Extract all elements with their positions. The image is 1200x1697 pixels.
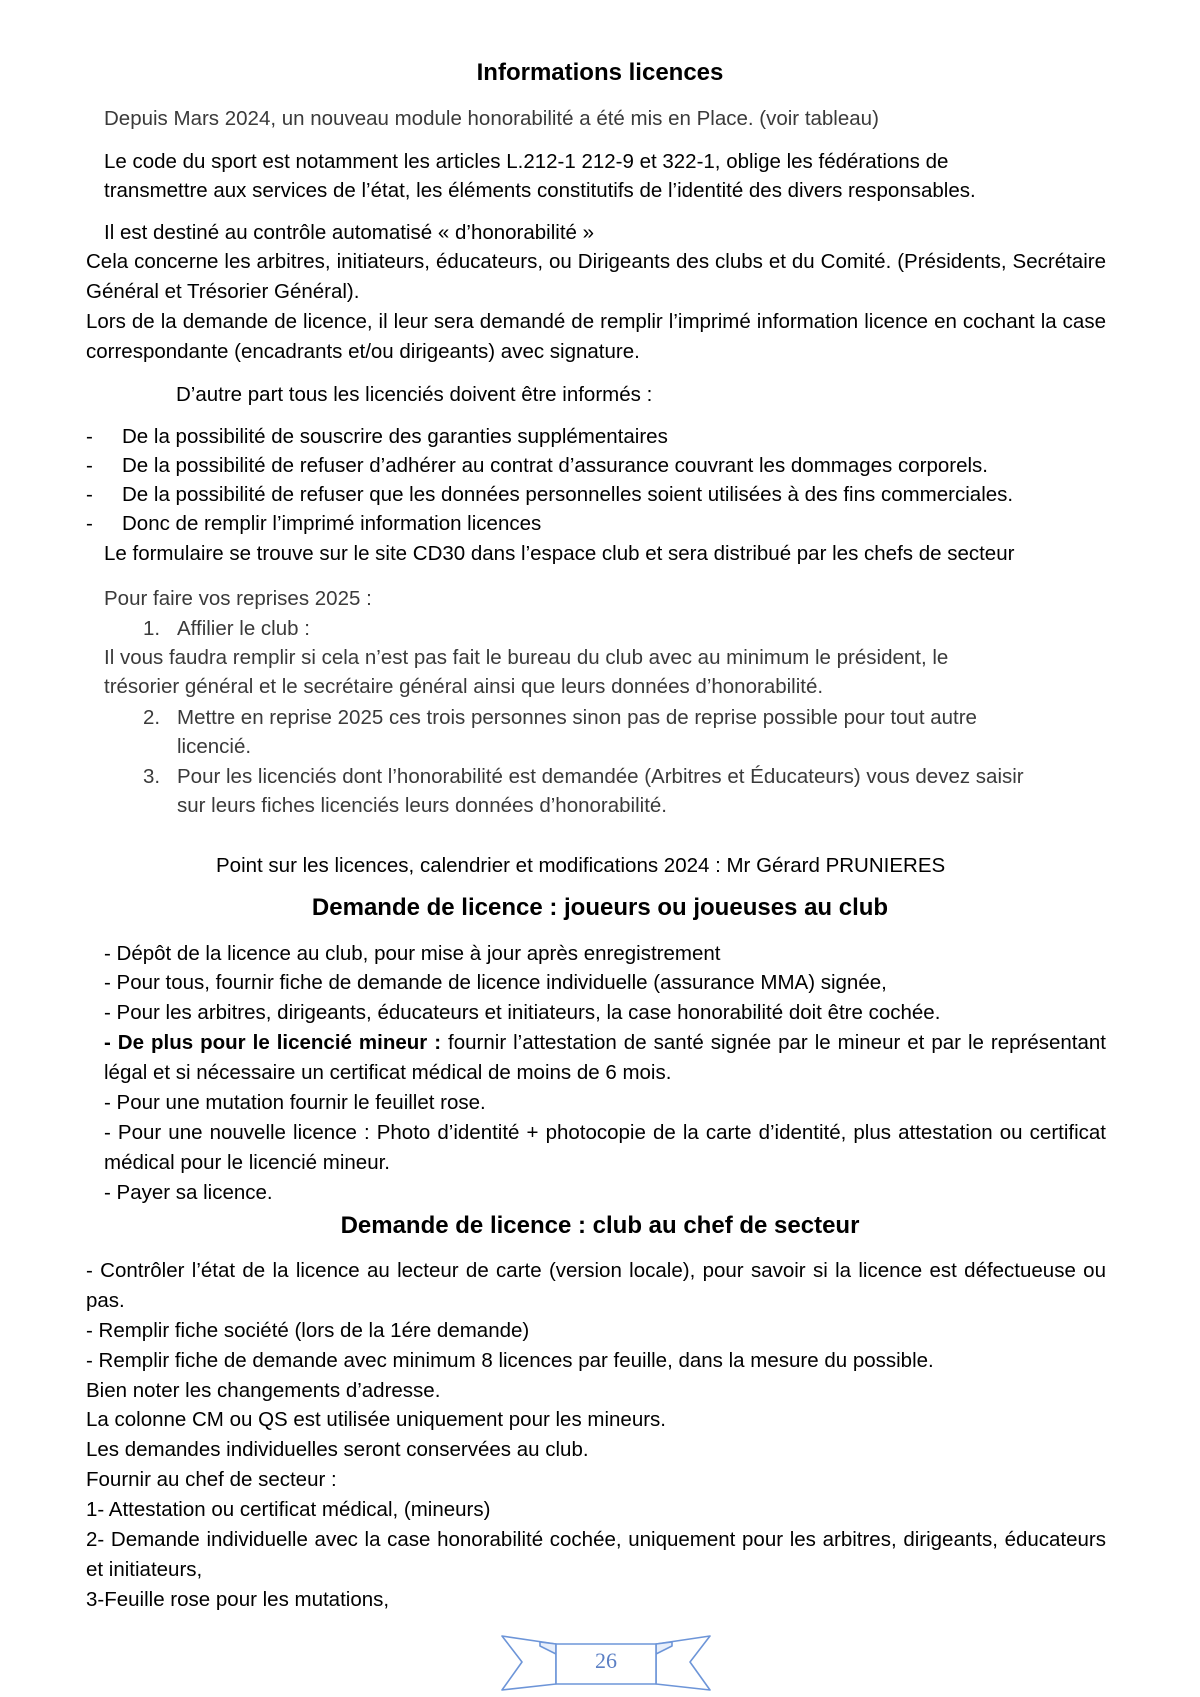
s1-arbitres: - Pour les arbitres, dirigeants, éducateurs et initiateurs, la case honorabilité doit être cochée. bbox=[104, 1001, 941, 1024]
s2-item-3: 3-Feuille rose pour les mutations, bbox=[86, 1588, 390, 1611]
step-number: 2. bbox=[143, 706, 161, 729]
reprises-title: Pour faire vos reprises 2025 : bbox=[104, 587, 372, 610]
list-item: De la possibilité de refuser d’adhérer au contrat d’assurance couvrant les dommages corporels. bbox=[122, 454, 989, 477]
s1-mineur-rest: fournir l’attestation de santé signée par le mineur et par le représentant légal et si nécessaire un certificat médical de moins de 6 mois. bbox=[104, 1031, 1107, 1084]
s2-adresse: Bien noter les changements d’adresse. bbox=[86, 1379, 441, 1402]
s1-mineur-paragraph bbox=[104, 1028, 1106, 1088]
code-line-2: transmettre aux services de l’état, les éléments constitutifs de l’identité des divers responsables. bbox=[104, 179, 976, 202]
page-footer-ribbon bbox=[500, 1632, 712, 1692]
intro-text: Depuis Mars 2024, un nouveau module honorabilité a été mis en Place. (voir tableau) bbox=[104, 107, 879, 130]
s1-nouvelle: - Pour une nouvelle licence : Photo d’identité + photocopie de la carte d’identité, plus attestation ou certificat médical pour le licencié mineur. bbox=[104, 1121, 1106, 1174]
s1-mineur-bold: - De plus pour le licencié mineur : bbox=[104, 1031, 442, 1054]
list-item: De la possibilité de souscrire des garanties supplémentaires bbox=[122, 425, 668, 448]
formulaire-text: Le formulaire se trouve sur le site CD30 dans l’espace club et sera distribué par les chefs de secteur bbox=[104, 542, 1015, 565]
step-1-detail-2: trésorier général et le secrétaire général ainsi que leurs données d’honorabilité. bbox=[104, 675, 824, 698]
s2-individuelles: Les demandes individuelles seront conservées au club. bbox=[86, 1438, 589, 1461]
s2-colonne: La colonne CM ou QS est utilisée uniquement pour les mineurs. bbox=[86, 1408, 667, 1431]
page-title: Informations licences bbox=[476, 59, 724, 86]
step-1-detail-1: Il vous faudra remplir si cela n’est pas fait le bureau du club avec au minimum le président, le bbox=[104, 646, 949, 669]
s1-depot: - Dépôt de la licence au club, pour mise à jour après enregistrement bbox=[104, 942, 721, 965]
s2-demande: - Remplir fiche de demande avec minimum 8 licences par feuille, dans la mesure du possible. bbox=[86, 1349, 934, 1372]
s2-societe: - Remplir fiche société (lors de la 1ére demande) bbox=[86, 1319, 530, 1342]
bullet-dash: - bbox=[86, 454, 93, 477]
controle-text: Il est destiné au contrôle automatisé « d’honorabilité » bbox=[104, 221, 595, 244]
step-2-line-2: licencié. bbox=[177, 735, 252, 758]
s1-payer: - Payer sa licence. bbox=[104, 1181, 273, 1204]
code-line-1: Le code du sport est notamment les articles L.212-1 212-9 et 322-1, oblige les fédérations de bbox=[104, 150, 949, 173]
bullet-dash: - bbox=[86, 425, 93, 448]
step-3-line-1: Pour les licenciés dont l’honorabilité est demandée (Arbitres et Éducateurs) vous devez saisir bbox=[177, 765, 1024, 788]
section-club-title: Demande de licence : club au chef de secteur bbox=[340, 1212, 860, 1239]
bullet-dash: - bbox=[86, 512, 93, 535]
autre-part-text: D’autre part tous les licenciés doivent être informés : bbox=[176, 383, 653, 406]
page-number: 26 bbox=[595, 1648, 617, 1673]
step-2-line-1: Mettre en reprise 2025 ces trois personnes sinon pas de reprise possible pour tout autre bbox=[177, 706, 977, 729]
step-number: 1. bbox=[143, 617, 161, 640]
s2-item-1: 1- Attestation ou certificat médical, (mineurs) bbox=[86, 1498, 491, 1521]
s2-item-2: 2- Demande individuelle avec la case honorabilité cochée, uniquement pour les arbitres, dirigeants, éducateurs et initiateurs, bbox=[86, 1528, 1106, 1581]
concerne-paragraph: Cela concerne les arbitres, initiateurs, éducateurs, ou Dirigeants des clubs et du Comité. (Présidents, Secrétaire Général et Trésorier Général). bbox=[86, 250, 1106, 303]
s1-tous: - Pour tous, fournir fiche de demande de licence individuelle (assurance MMA) signée, bbox=[104, 971, 887, 994]
s1-mutation: - Pour une mutation fournir le feuillet rose. bbox=[104, 1091, 486, 1114]
lors-paragraph: Lors de la demande de licence, il leur sera demandé de remplir l’imprimé information licence en cochant la case correspondante (encadrants et/ou dirigeants) avec signature. bbox=[86, 310, 1106, 363]
step-number: 3. bbox=[143, 765, 161, 788]
step-1: Affilier le club : bbox=[177, 617, 310, 640]
s2-controler: - Contrôler l’état de la licence au lecteur de carte (version locale), pour savoir si la licence est défectueuse ou pas. bbox=[86, 1259, 1106, 1312]
list-item: De la possibilité de refuser que les données personnelles soient utilisées à des fins commerciales. bbox=[122, 483, 1014, 506]
s2-fournir: Fournir au chef de secteur : bbox=[86, 1468, 337, 1491]
section-joueurs-title: Demande de licence : joueurs ou joueuses au club bbox=[311, 894, 889, 921]
bullet-dash: - bbox=[86, 483, 93, 506]
list-item: Donc de remplir l’imprimé information licences bbox=[122, 512, 542, 535]
step-3-line-2: sur leurs fiches licenciés leurs données d’honorabilité. bbox=[177, 794, 667, 817]
point-licences-text: Point sur les licences, calendrier et modifications 2024 : Mr Gérard PRUNIERES bbox=[216, 854, 946, 877]
